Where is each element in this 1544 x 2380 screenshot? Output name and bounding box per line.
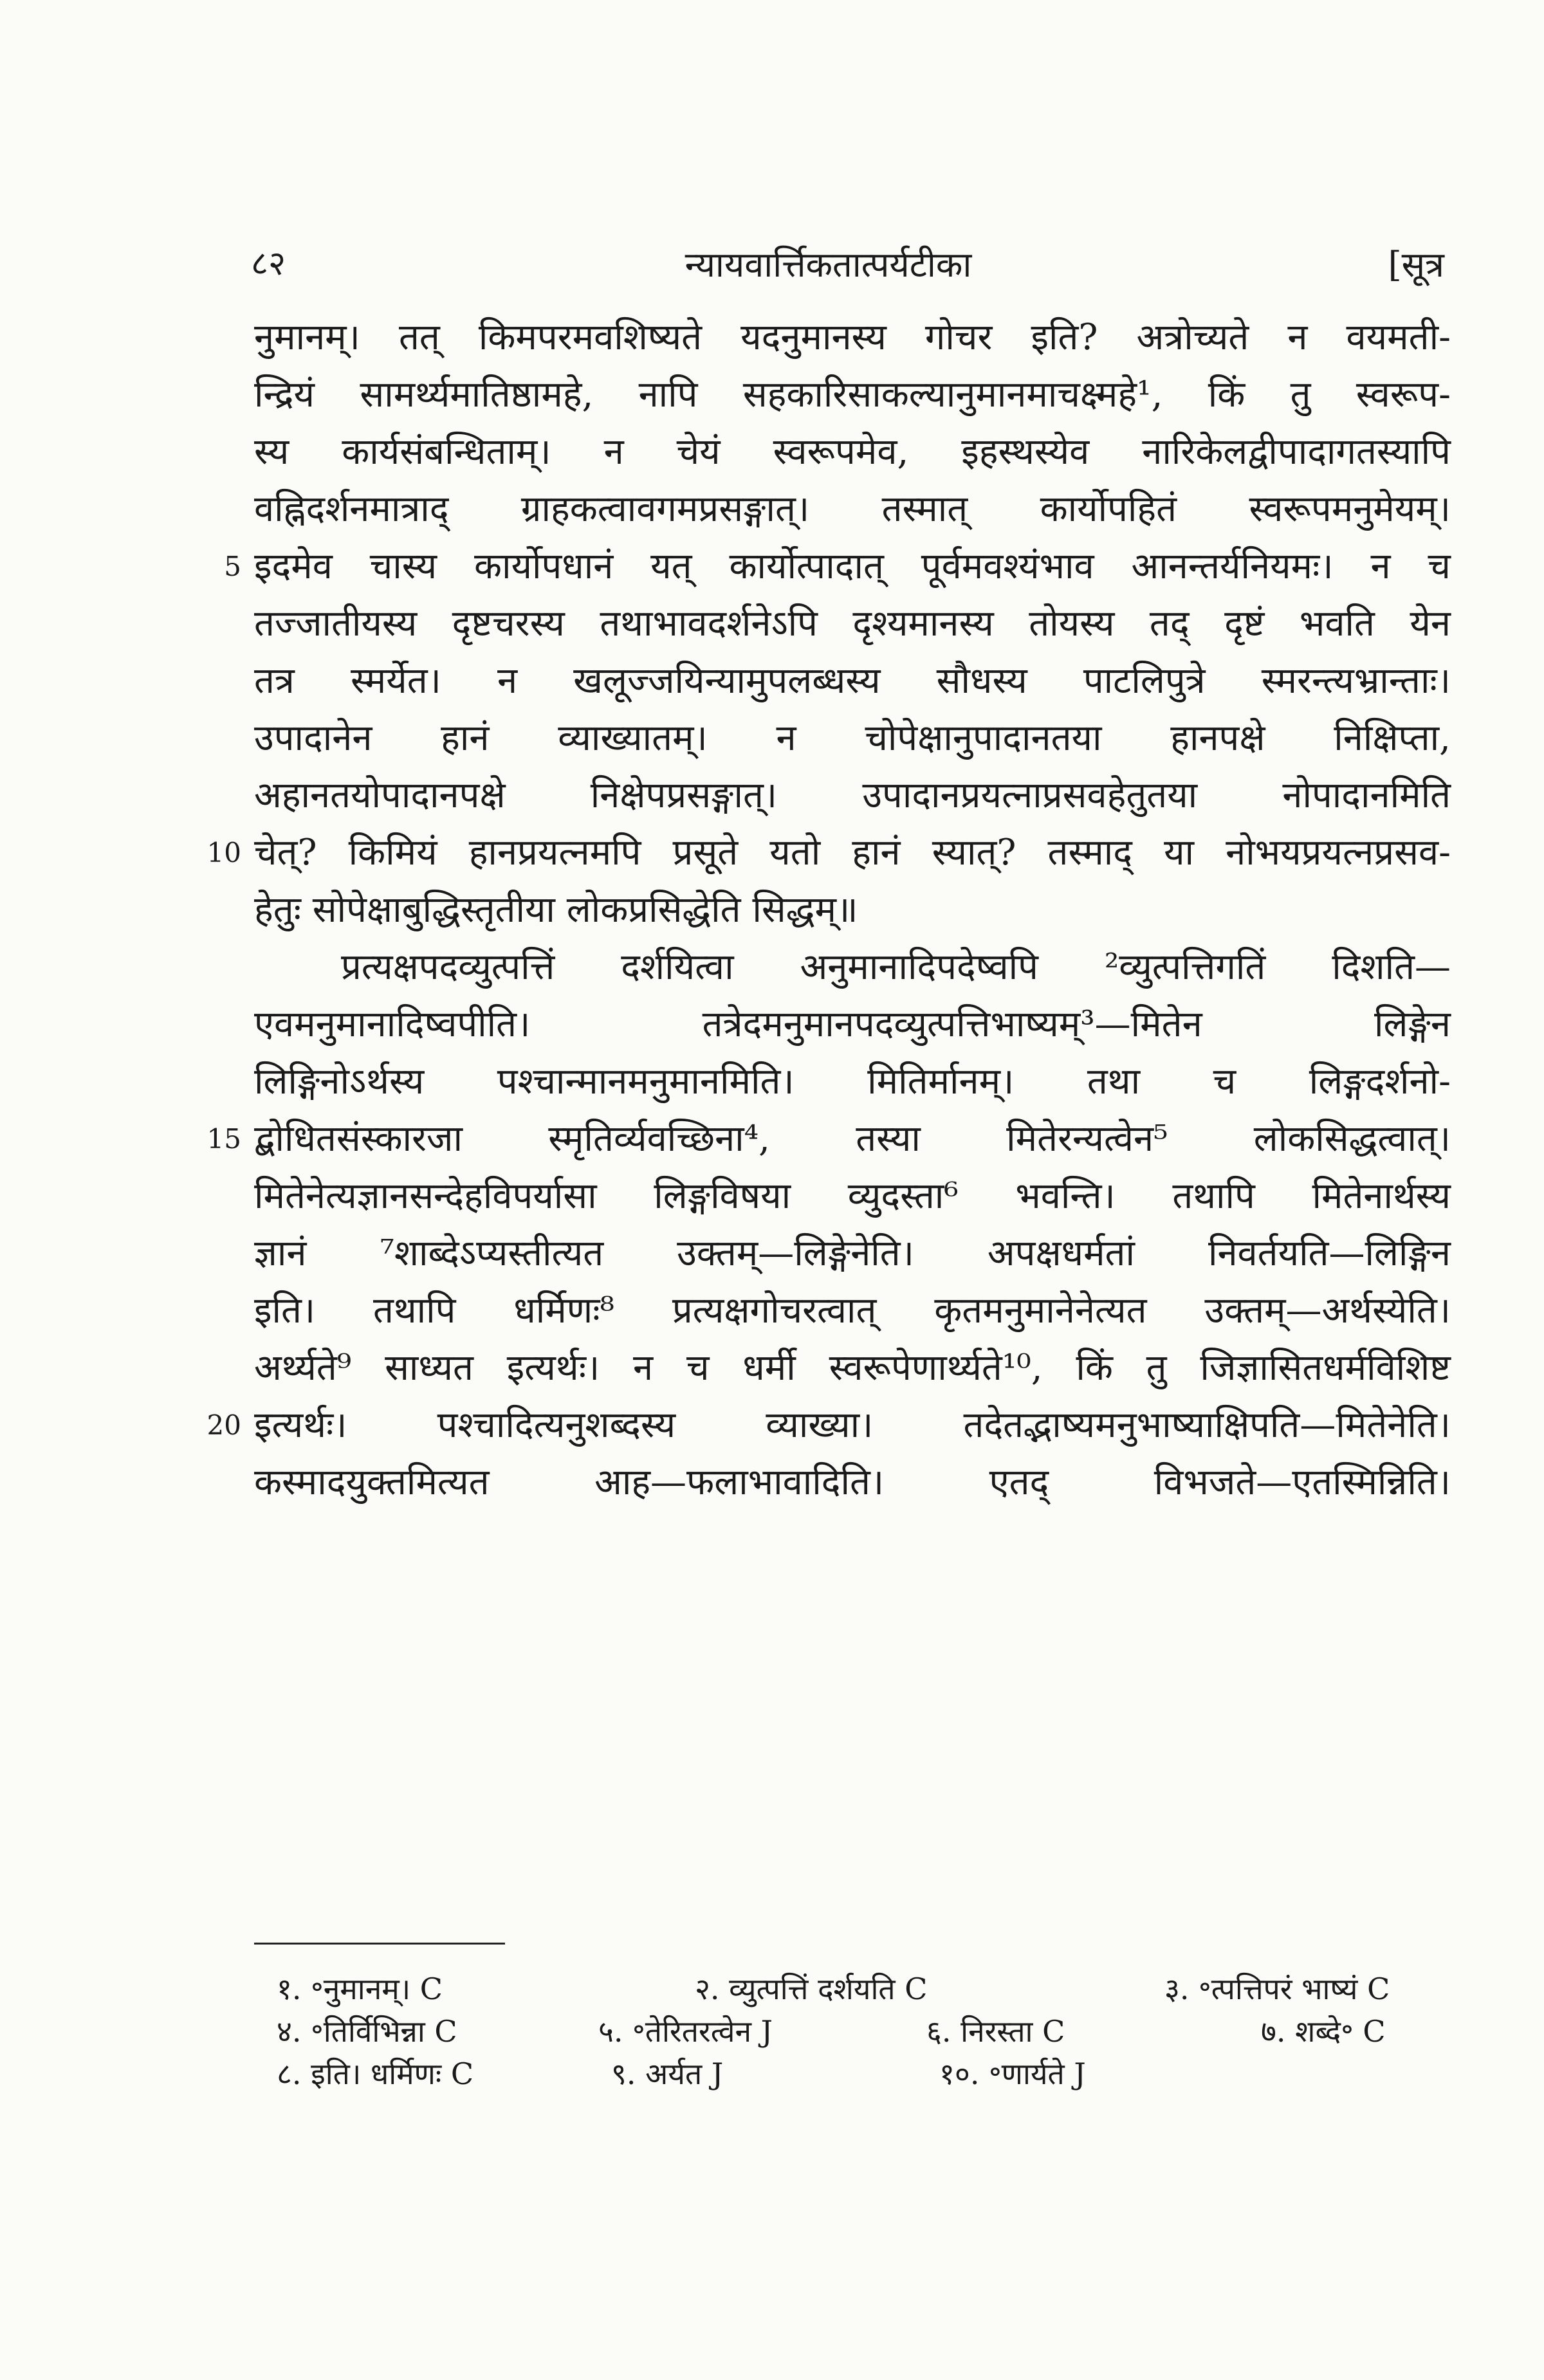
- footnote: ७. शब्दे॰ C: [1261, 2014, 1386, 2049]
- text-line: [254, 1167, 1451, 1225]
- text-line: [254, 709, 1451, 767]
- text-line: [254, 1339, 1451, 1396]
- text-line: [254, 481, 1451, 538]
- footnote: ६. निरस्ता C: [926, 2014, 1065, 2049]
- line-text: हेतुः सोपेक्षाबुद्धिस्तृतीया लोकप्रसिद्धेति सिद्धम्॥: [254, 889, 858, 931]
- page-number: ८२: [251, 244, 286, 283]
- line-text: तत्र स्मर्येत। न खलूज्जयिन्यामुपलब्धस्य सौधस्य पाटलिपुत्रे स्मरन्त्यभ्रान्ताः।: [254, 660, 1451, 702]
- footnote: ८. इति। धर्मिणः C: [277, 2056, 474, 2091]
- text-line: [254, 881, 1451, 938]
- page-header: [212, 239, 1444, 291]
- line-text: द्बोधितसंस्कारजा स्मृतिर्व्यवच्छिना⁴, तस्या मितेरन्यत्वेन⁵ लोकसिद्धत्वात्।: [254, 1118, 1451, 1160]
- line-text: इति। तथापि धर्मिणः⁸ प्रत्यक्षगोचरत्वात् कृतमनुमानेनेत्यत उक्तम्—अर्थस्येति।: [254, 1290, 1451, 1332]
- footnotes: [277, 1968, 1441, 2096]
- footnote-row: [277, 2053, 1441, 2096]
- footnote: ५. ॰तेरितरत्वेन J: [598, 2014, 773, 2049]
- text-line: [254, 996, 1451, 1053]
- footnote: ३. ॰त्पत्तिपरं भाष्यं C: [1164, 1972, 1390, 2006]
- text-line: [254, 423, 1451, 481]
- line-text: प्रत्यक्षपदव्युत्पत्तिं दर्शयित्वा अनुमानादिपदेष्वपि ²व्युत्पत्तिगतिं दिशति—: [341, 946, 1451, 988]
- text-line: [254, 1454, 1451, 1511]
- line-text: वह्निदर्शनमात्राद् ग्राहकत्वावगमप्रसङ्गात्। तस्मात् कार्योपहितं स्वरूपमनुमेयम्।: [254, 488, 1451, 530]
- line-text: ज्ञानं ⁷शाब्देऽप्यस्तीत्यत उक्तम्—लिङ्गेनेति। अपक्षधर्मतां निवर्तयति—लिङ्गिन: [254, 1232, 1451, 1274]
- line-text: स्य कार्यसंबन्धिताम्। न चेयं स्वरूपमेव, इहस्थस्येव नारिकेलद्वीपादागतस्यापि: [254, 431, 1451, 473]
- text-line: [254, 1282, 1451, 1339]
- text-line: [254, 938, 1451, 996]
- main-text: [207, 309, 1451, 1511]
- footnote-divider: [254, 1943, 505, 1945]
- footnote: १. ॰नुमानम्। C: [277, 1972, 443, 2006]
- text-line: [224, 538, 1451, 595]
- line-text: अर्थ्यते⁹ साध्यत इत्यर्थः। न च धर्मी स्वरूपेणार्थ्यते¹⁰, किं तु जिज्ञासितधर्मविशिष्ट: [254, 1347, 1451, 1389]
- line-text: इदमेव चास्य कार्योपधानं यत् कार्योत्पादात् पूर्वमवश्यंभाव आनन्तर्यनियमः। न च: [254, 545, 1451, 587]
- text-line: [207, 1396, 1451, 1454]
- text-line: [207, 1110, 1451, 1167]
- line-text: लिङ्गिनोऽर्थस्य पश्चान्मानमनुमानमिति। मितिर्मानम्। तथा च लिङ्गदर्शनो-: [254, 1061, 1451, 1103]
- text-line: [207, 824, 1451, 881]
- line-text: इत्यर्थः। पश्चादित्यनुशब्दस्य व्याख्या। तदेतद्भाष्यमनुभाष्याक्षिपति—मितेनेति।: [254, 1404, 1451, 1446]
- footnote-row: [277, 2011, 1441, 2053]
- running-title: न्यायवार्त्तिकतात्पर्यटीका: [685, 244, 972, 285]
- line-text: उपादानेन हानं व्याख्यातम्। न चोपेक्षानुपादानतया हानपक्षे निक्षिप्ता,: [254, 717, 1451, 759]
- line-number: 10: [207, 837, 241, 868]
- footnote-row: [277, 1968, 1441, 2011]
- text-line: [254, 1053, 1451, 1110]
- footnote: ९. अर्यत J: [611, 2056, 724, 2091]
- text-line: [254, 1225, 1451, 1282]
- text-line: [254, 309, 1451, 366]
- line-text: तज्जातीयस्य दृष्टचरस्य तथाभावदर्शनेऽपि दृश्यमानस्य तोयस्य तद् दृष्टं भवति येन: [254, 603, 1451, 645]
- footnote: १०. ॰णार्यते J: [939, 2056, 1086, 2091]
- line-text: न्द्रियं सामर्थ्यमातिष्ठामहे, नापि सहकारिसाकल्यानुमानमाचक्ष्महे¹, किं तु स्वरूप-: [254, 374, 1451, 416]
- line-number: 20: [207, 1409, 241, 1441]
- footnote: २. व्युत्पत्तिं दर्शयति C: [695, 1972, 928, 2006]
- line-number: 5: [224, 551, 241, 582]
- section-marker: [सूत्र: [1388, 244, 1444, 285]
- line-text: अहानतयोपादानपक्षे निक्षेपप्रसङ्गात्। उपादानप्रयत्नाप्रसवहेतुतया नोपादानमिति: [254, 774, 1451, 816]
- text-line: [254, 767, 1451, 824]
- line-text: कस्मादयुक्तमित्यत आह—फलाभावादिति। एतद् विभजते—एतस्मिन्निति।: [254, 1461, 1451, 1503]
- text-line: [254, 366, 1451, 423]
- text-line: [254, 595, 1451, 652]
- line-number: 15: [207, 1123, 241, 1155]
- text-line: [254, 652, 1451, 709]
- line-text: नुमानम्। तत् किमपरमवशिष्यते यदनुमानस्य गोचर इति? अत्रोच्यते न वयमती-: [254, 316, 1451, 358]
- footnote: ४. ॰तिर्विभिन्ना C: [277, 2014, 457, 2049]
- line-text: चेत्? किमियं हानप्रयत्नमपि प्रसूते यतो हानं स्यात्? तस्माद् या नोभयप्रयत्नप्रसव-: [254, 832, 1451, 874]
- line-text: एवमनुमानादिष्वपीति। तत्रेदमनुमानपदव्युत्पत्तिभाष्यम्³—मितेन लिङ्गेन: [254, 1003, 1451, 1045]
- line-text: मितेनेत्यज्ञानसन्देहविपर्यासा लिङ्गविषया व्युदस्ता⁶ भवन्ति। तथापि मितेनार्थस्य: [254, 1175, 1451, 1217]
